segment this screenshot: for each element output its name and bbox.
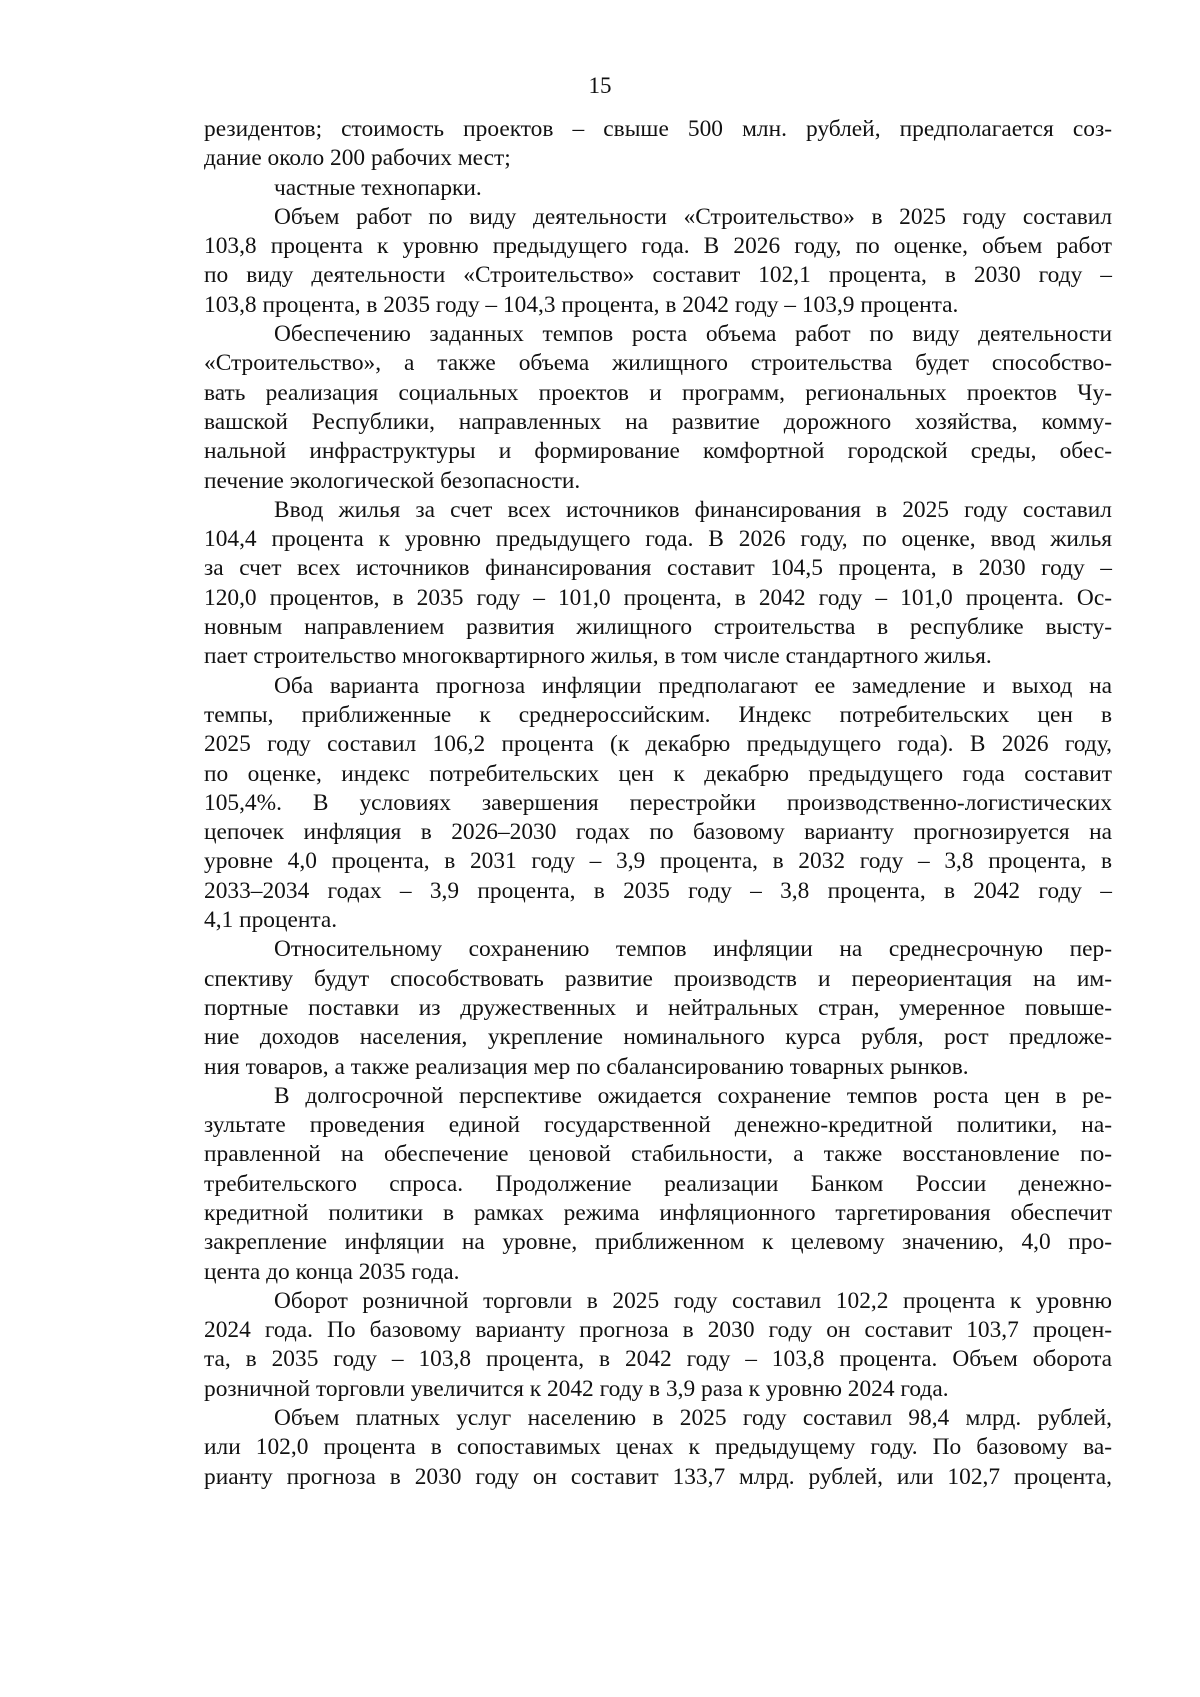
- text-line: зультате проведения единой государственной денежно-кредитной политики, на-: [204, 1112, 1112, 1139]
- text-line: 103,8 процента к уровню предыдущего года. В 2026 году, по оценке, объем работ: [204, 233, 1112, 260]
- text-line: по виду деятельности «Строительство» составит 102,1 процента, в 2030 году –: [204, 262, 1112, 289]
- text-line: та, в 2035 году – 103,8 процента, в 2042 году – 103,8 процента. Объем оборота: [204, 1346, 1112, 1373]
- paragraph: [204, 1287, 1112, 1404]
- text-line: ния товаров, а также реализация мер по сбалансированию товарных рынков.: [204, 1053, 969, 1080]
- text-line: нальной инфраструктуры и формирование комфортной городской среды, обес-: [204, 438, 1112, 465]
- document-body: [204, 115, 1112, 1492]
- text-line: Объем работ по виду деятельности «Строительство» в 2025 году составил: [274, 203, 1112, 230]
- text-line: кредитной политики в рамках режима инфляционного таргетирования обеспечит: [204, 1199, 1112, 1226]
- text-line: печение экологической безопасности.: [204, 467, 581, 494]
- text-line: вашской Республики, направленных на развитие дорожного хозяйства, комму-: [204, 408, 1112, 435]
- text-line: закрепление инфляции на уровне, приближенном к целевому значению, 4,0 про-: [204, 1229, 1112, 1256]
- text-line: ние доходов населения, укрепление номинального курса рубля, рост предложе-: [204, 1024, 1112, 1051]
- text-line: портные поставки из дружественных и нейтральных стран, умеренное повыше-: [204, 994, 1112, 1021]
- text-line: Обеспечению заданных темпов роста объема работ по виду деятельности: [274, 321, 1112, 348]
- text-line: розничной торговли увеличится к 2042 году в 3,9 раза к уровню 2024 года.: [204, 1375, 949, 1402]
- text-line: Объем платных услуг населению в 2025 году составил 98,4 млрд. рублей,: [274, 1405, 1112, 1432]
- text-line: «Строительство», а также объема жилищного строительства будет способство-: [204, 350, 1112, 377]
- paragraph: [204, 203, 1112, 320]
- paragraph: [204, 1404, 1112, 1492]
- paragraph: [204, 935, 1112, 1081]
- text-line: резидентов; стоимость проектов – свыше 500 млн. рублей, предполагается соз-: [204, 116, 1112, 142]
- text-line: пает строительство многоквартирного жилья, в том числе стандартного жилья.: [204, 643, 992, 670]
- text-line: Относительному сохранению темпов инфляции на среднесрочную пер-: [274, 936, 1112, 963]
- text-line: Оборот розничной торговли в 2025 году составил 102,2 процента к уровню: [274, 1287, 1112, 1314]
- text-line: 120,0 процентов, в 2035 году – 101,0 процента, в 2042 году – 101,0 процента. Ос-: [204, 584, 1112, 611]
- text-line: 2024 года. По базовому варианту прогноза в 2030 году он составит 103,7 процен-: [204, 1317, 1112, 1344]
- text-line: Оба варианта прогноза инфляции предполагают ее замедление и выход на: [274, 672, 1112, 699]
- text-line: 103,8 процента, в 2035 году – 104,3 процента, в 2042 году – 103,9 процента.: [204, 291, 959, 318]
- text-line: 2025 году составил 106,2 процента (к декабрю предыдущего года). В 2026 году,: [204, 731, 1112, 758]
- paragraph: [204, 115, 1112, 174]
- paragraph: [204, 1082, 1112, 1287]
- text-line: требительского спроса. Продолжение реализации Банком России денежно-: [204, 1170, 1112, 1197]
- text-line: темпы, приближенные к среднероссийским. Индекс потребительских цен в: [204, 701, 1112, 728]
- text-line: уровне 4,0 процента, в 2031 году – 3,9 процента, в 2032 году – 3,8 процента, в: [204, 848, 1112, 875]
- text-line: вать реализация социальных проектов и программ, региональных проектов Чу-: [204, 379, 1112, 406]
- text-line: рианту прогноза в 2030 году он составит 133,7 млрд. рублей, или 102,7 процента,: [204, 1463, 1112, 1490]
- paragraph: [204, 672, 1112, 936]
- text-line: 4,1 процента.: [204, 907, 338, 934]
- text-line: спективу будут способствовать развитие производств и переориентация на им-: [204, 965, 1112, 992]
- text-line: по оценке, индекс потребительских цен к декабрю предыдущего года составит: [204, 760, 1112, 787]
- text-line: новным направлением развития жилищного строительства в республике высту-: [204, 614, 1112, 641]
- text-line: 2033–2034 годах – 3,9 процента, в 2035 году – 3,8 процента, в 2042 году –: [204, 877, 1112, 904]
- text-line: 105,4%. В условиях завершения перестройки производственно-логистических: [204, 789, 1112, 816]
- text-line: за счет всех источников финансирования составит 104,5 процента, в 2030 году –: [204, 555, 1112, 582]
- text-line: правленной на обеспечение ценовой стабильности, а также восстановление по-: [204, 1141, 1112, 1168]
- text-line: 104,4 процента к уровню предыдущего года. В 2026 году, по оценке, ввод жилья: [204, 526, 1112, 553]
- text-line: Ввод жилья за счет всех источников финансирования в 2025 году составил: [274, 496, 1112, 523]
- text-line: цепочек инфляция в 2026–2030 годах по базовому варианту прогнозируется на: [204, 819, 1112, 846]
- text-line: или 102,0 процента в сопоставимых ценах к предыдущему году. По базовому ва-: [204, 1434, 1112, 1461]
- paragraph: [204, 320, 1112, 496]
- text-line: частные технопарки.: [274, 174, 482, 201]
- text-line: В долгосрочной перспективе ожидается сохранение темпов роста цен в ре-: [274, 1082, 1112, 1109]
- paragraph: [204, 174, 1112, 203]
- text-line: дание около 200 рабочих мест;: [204, 145, 511, 172]
- page-number: 15: [588, 73, 612, 98]
- text-line: цента до конца 2035 года.: [204, 1258, 460, 1285]
- paragraph: [204, 496, 1112, 672]
